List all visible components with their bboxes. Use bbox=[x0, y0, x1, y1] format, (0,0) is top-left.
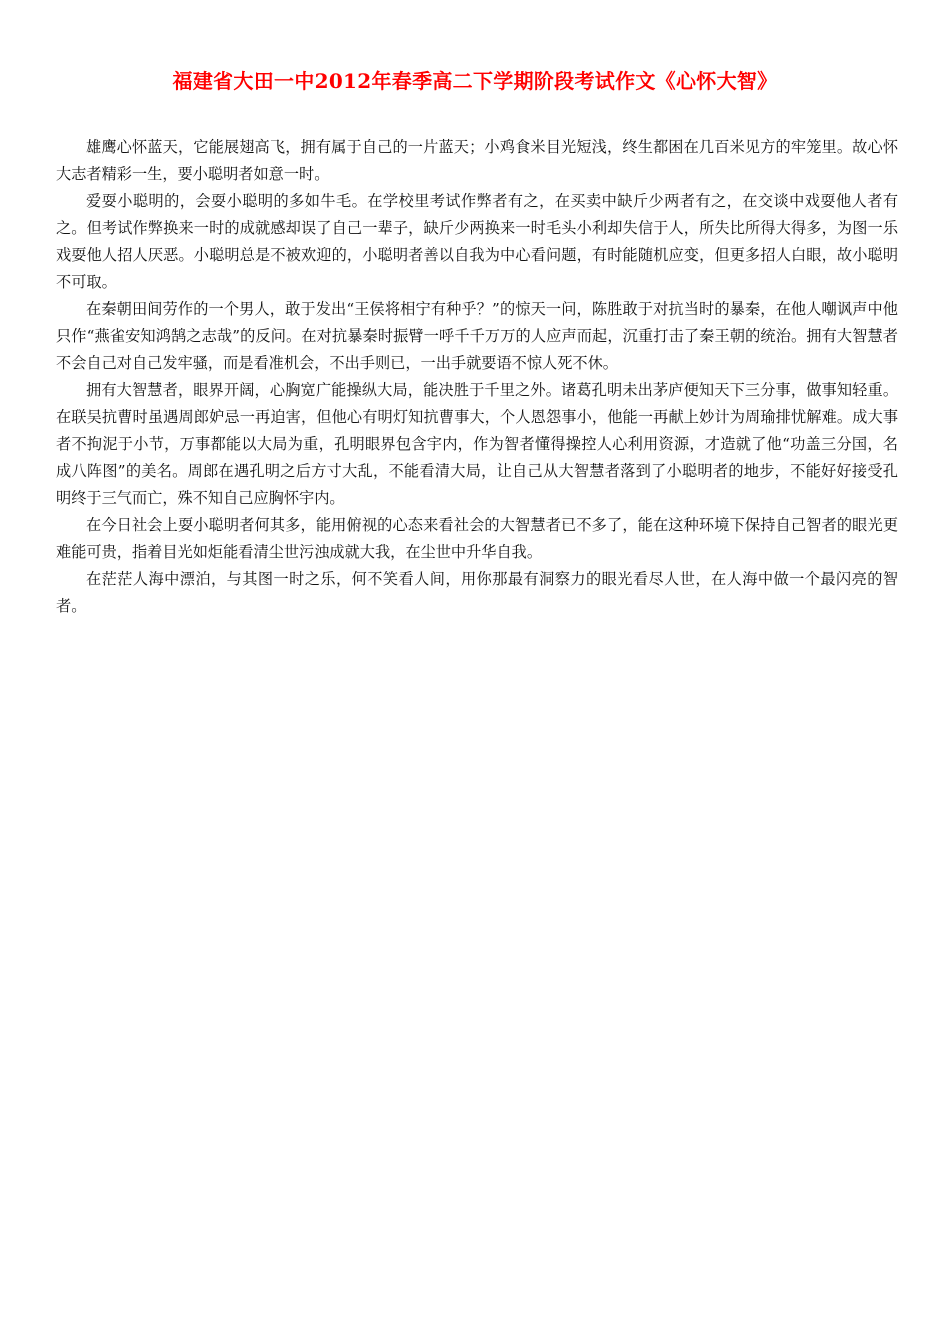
paragraph: 在秦朝田间劳作的一个男人，敢于发出“王侯将相宁有种乎？”的惊天一问，陈胜敢于对抗当时的暴秦，在他人嘲讽声中他只作“燕雀安知鸿鹄之志哉”的反问。在对抗暴秦时振臂一呼千千万万的人应声而起，沉重打击了秦王朝的统治。拥有大智慧者不会自己对自己发牢骚，而是看准机会，不出手则已，一出手就要语不惊人死不休。 bbox=[56, 300, 898, 372]
document-title: 福建省大田一中2012年春季高二下学期阶段考试作文《心怀大智》 bbox=[172, 69, 778, 93]
paragraph: 在茫茫人海中漂泊，与其图一时之乐，何不笑看人间，用你那最有洞察力的眼光看尽人世，在人海中做一个最闪亮的智者。 bbox=[56, 570, 898, 615]
paragraph: 在今日社会上耍小聪明者何其多，能用俯视的心态来看社会的大智慧者已不多了，能在这种环境下保持自己智者的眼光更难能可贵，指着目光如炬能看清尘世污浊成就大我，在尘世中升华自我。 bbox=[56, 516, 898, 561]
paragraph: 拥有大智慧者，眼界开阔，心胸宽广能操纵大局，能决胜于千里之外。诸葛孔明未出茅庐便知天下三分事，做事知轻重。在联吴抗曹时虽遇周郎妒忌一再迫害，但他心有明灯知抗曹事大，个人恩怨事小，他能一再献上妙计为周瑜排忧解难。成大事者不拘泥于小节，万事都能以大局为重，孔明眼界包含宇内，作为智者懂得操控人心利用资源，才造就了他“功盖三分国，名成八阵图”的美名。周郎在遇孔明之后方寸大乱，不能看清大局，让自己从大智慧者落到了小聪明者的地步，不能好好接受孔明终于三气而亡，殊不知自己应胸怀宇内。 bbox=[56, 381, 898, 507]
essay-body bbox=[56, 134, 898, 620]
paragraph: 爱耍小聪明的，会耍小聪明的多如牛毛。在学校里考试作弊者有之，在买卖中缺斤少两者有之，在交谈中戏耍他人者有之。但考试作弊换来一时的成就感却误了自己一辈子，缺斤少两换来一时毛头小利却失信于人，所失比所得大得多，为图一乐戏耍他人招人厌恶。小聪明总是不被欢迎的，小聪明者善以自我为中心看问题，有时能随机应变，但更多招人白眼，故小聪明不可取。 bbox=[56, 192, 898, 291]
paragraph: 雄鹰心怀蓝天，它能展翅高飞，拥有属于自己的一片蓝天；小鸡食米目光短浅，终生都困在几百米见方的牢笼里。故心怀大志者精彩一生，要小聪明者如意一时。 bbox=[56, 138, 898, 183]
